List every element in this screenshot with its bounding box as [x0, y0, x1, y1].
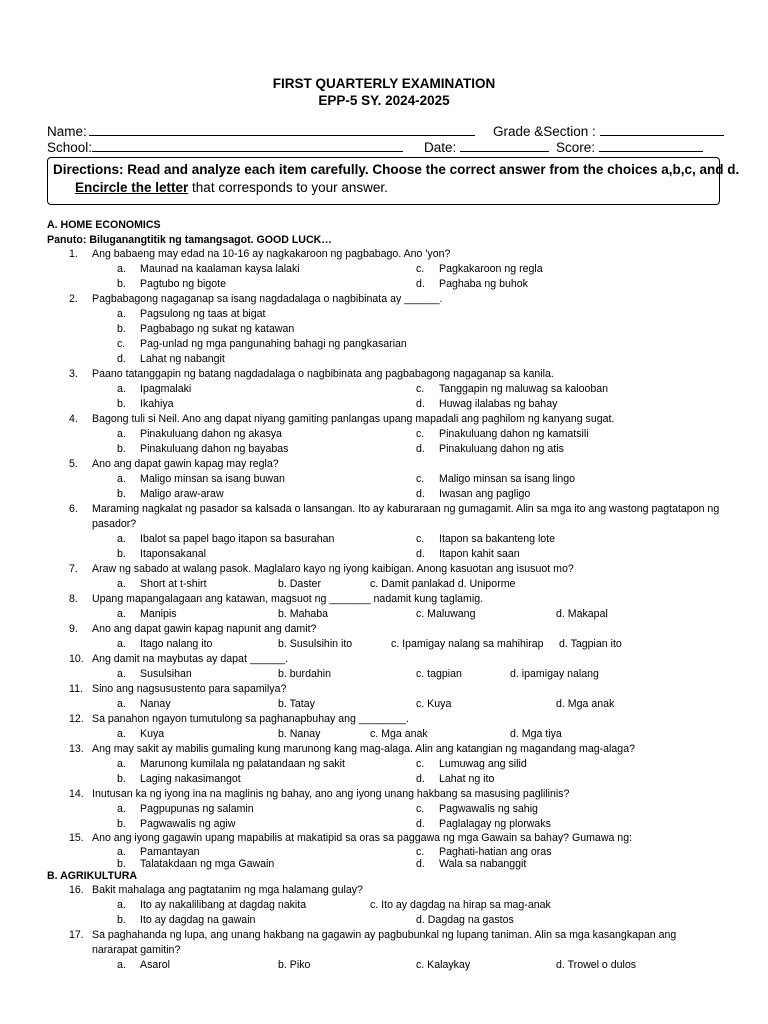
- choice-option[interactable]: Ikahiya: [140, 398, 174, 410]
- choice-option[interactable]: Pagtubo ng bigote: [140, 278, 227, 290]
- choice-option[interactable]: c. Damit panlakad d. Uniporme: [370, 578, 516, 590]
- choice-letter[interactable]: a.: [117, 308, 126, 320]
- choice-letter[interactable]: b.: [117, 818, 126, 830]
- question-text: Bakit mahalaga ang pagtatanim ng mga halamang gulay?: [92, 884, 363, 896]
- date-label: Date:: [424, 140, 457, 155]
- choice-letter[interactable]: a.: [117, 728, 126, 740]
- question-number: 1.: [69, 248, 78, 260]
- choice-letter[interactable]: a.: [117, 608, 126, 620]
- choice-option[interactable]: c. Kalaykay: [416, 959, 471, 971]
- choice-option[interactable]: d. ipamigay nalang: [510, 668, 599, 680]
- choice-letter[interactable]: c.: [416, 428, 425, 440]
- choice-letter[interactable]: a.: [117, 758, 126, 770]
- choice-option[interactable]: Pagwawalis ng sahig: [439, 803, 538, 815]
- choice-option[interactable]: Susulsihan: [140, 668, 192, 680]
- directions-line-1: Directions: Read and analyze each item carefully. Choose the correct answer from the choices a,b,c, and d.: [53, 162, 740, 177]
- question-text: Ano ang iyong gagawin upang mapabilis at makatipid sa oras sa paggawa ng mga Gawain sa bahay? Gumawa ng:: [92, 832, 633, 844]
- choice-option[interactable]: Ito ay nakalilibang at dagdag nakita: [140, 899, 307, 911]
- choice-letter[interactable]: c.: [416, 383, 425, 395]
- choice-letter[interactable]: c.: [416, 263, 425, 275]
- choice-letter[interactable]: d.: [416, 278, 425, 290]
- question-number: 3.: [69, 368, 78, 380]
- question-number: 5.: [69, 458, 78, 470]
- choice-letter[interactable]: d.: [416, 858, 425, 870]
- choice-option[interactable]: Pinakuluang dahon ng atis: [439, 443, 564, 455]
- choice-option[interactable]: Lahat ng nabangit: [140, 353, 225, 365]
- question-number: 12.: [69, 713, 84, 725]
- choice-option[interactable]: Pagbabago ng sukat ng katawan: [140, 323, 295, 335]
- section-title: B. AGRIKULTURA: [47, 870, 138, 882]
- choice-option[interactable]: d. Mga tiya: [510, 728, 562, 740]
- name-field[interactable]: [47, 123, 475, 139]
- choice-letter[interactable]: a.: [117, 263, 126, 275]
- choice-option[interactable]: Marunong kumilala ng palatandaan ng sakit: [140, 758, 345, 770]
- choice-option[interactable]: Paglalagay ng plorwaks: [439, 818, 551, 830]
- choice-letter[interactable]: a.: [117, 698, 126, 710]
- choice-option[interactable]: Pag-unlad ng mga pangunahing bahagi ng pangkasarian: [140, 338, 407, 350]
- question-text: nararapat gamitin?: [92, 944, 181, 956]
- question-number: 10.: [69, 653, 84, 665]
- choice-letter[interactable]: b.: [117, 488, 126, 500]
- choice-letter[interactable]: d.: [416, 488, 425, 500]
- question-text: Ano ang dapat gawin kapag napunit ang damit?: [92, 623, 317, 635]
- choice-option[interactable]: Pinakuluang dahon ng akasya: [140, 428, 282, 440]
- choice-option[interactable]: d. Dagdag na gastos: [416, 914, 514, 926]
- choice-option[interactable]: Tanggapin ng maluwag sa kalooban: [439, 383, 609, 395]
- choice-option[interactable]: Manipis: [140, 608, 177, 620]
- choice-letter[interactable]: d.: [416, 443, 425, 455]
- choice-option[interactable]: c. Ipamigay nalang sa mahihirap: [391, 638, 544, 650]
- choice-option[interactable]: Itaponsakanal: [140, 548, 206, 560]
- choice-option[interactable]: d. Mga anak: [556, 698, 615, 710]
- school-label: School:: [47, 140, 93, 155]
- choice-letter[interactable]: a.: [117, 638, 126, 650]
- choice-option[interactable]: d. Trowel o dulos: [556, 959, 637, 971]
- choice-option[interactable]: c. Mga anak: [370, 728, 428, 740]
- question-text: Bagong tuli si Neil. Ano ang dapat niyang gamiting panlangas upang mapadali ang paghilom ng kanyang sugat.: [92, 413, 615, 425]
- choice-letter[interactable]: c.: [416, 758, 425, 770]
- choice-option[interactable]: Maunad na kaalaman kaysa lalaki: [140, 263, 300, 275]
- question-text: pasador?: [92, 518, 137, 530]
- choice-option[interactable]: Itago nalang ito: [140, 638, 213, 650]
- choice-option[interactable]: Iwasan ang pagligo: [439, 488, 531, 500]
- date-field[interactable]: [424, 139, 549, 155]
- choice-option[interactable]: b. Piko: [278, 959, 311, 971]
- choice-letter[interactable]: d.: [117, 353, 126, 365]
- question-number: 7.: [69, 563, 78, 575]
- choice-option[interactable]: Pagpupunas ng salamin: [140, 803, 254, 815]
- choice-letter[interactable]: b.: [117, 398, 126, 410]
- choice-option[interactable]: Ipagmalaki: [140, 383, 192, 395]
- choice-letter[interactable]: a.: [117, 846, 126, 858]
- question-text: Paano tatanggapin ng batang nagdadalaga o nagbibinata ang pagbabagong nagaganap sa kanila.: [92, 368, 554, 380]
- question-number: 8.: [69, 593, 78, 605]
- question-number: 2.: [69, 293, 78, 305]
- question-number: 13.: [69, 743, 84, 755]
- choice-letter[interactable]: b.: [117, 914, 126, 926]
- exam-title: FIRST QUARTERLY EXAMINATION: [272, 76, 496, 91]
- question-number: 15.: [69, 832, 84, 844]
- choice-option[interactable]: c. Kuya: [416, 698, 452, 710]
- choice-option[interactable]: Asarol: [140, 959, 171, 971]
- question-text: Ang may sakit ay mabilis gumaling kung marunong kang mag-alaga. Alin ang katangian ng magandang mag-alaga?: [92, 743, 635, 755]
- directions-box: [47, 157, 740, 205]
- choice-letter[interactable]: a.: [117, 533, 126, 545]
- name-label: Name:: [47, 124, 87, 139]
- question-text: Sa paghahanda ng lupa, ang unang hakbang na gagawin ay pagbubunkal ng lupang taniman. Alin sa mga kasangkapan ang: [92, 929, 677, 941]
- choice-option[interactable]: b. Daster: [278, 578, 321, 590]
- choice-letter[interactable]: a.: [117, 959, 126, 971]
- school-field[interactable]: [47, 139, 403, 155]
- choice-option[interactable]: Paghaba ng buhok: [439, 278, 528, 290]
- choice-option[interactable]: b. Nanay: [278, 728, 321, 740]
- choice-option[interactable]: c. tagpian: [416, 668, 462, 680]
- choice-option[interactable]: Ito ay dagdag na gawain: [140, 914, 256, 926]
- choice-letter[interactable]: d.: [416, 398, 425, 410]
- choice-letter[interactable]: c.: [416, 473, 425, 485]
- choice-letter[interactable]: d.: [416, 548, 425, 560]
- choice-letter[interactable]: a.: [117, 899, 126, 911]
- choice-option[interactable]: Pinakuluang dahon ng kamatsili: [439, 428, 589, 440]
- question-text: Inutusan ka ng iyong ina na maglinis ng bahay, ano ang iyong unang hakbang sa masusing paglilinis?: [92, 788, 570, 800]
- choice-option[interactable]: Talatakdaan ng mga Gawain: [140, 858, 275, 870]
- choice-option[interactable]: Maligo araw-araw: [140, 488, 224, 500]
- choice-option[interactable]: d. Makapal: [556, 608, 608, 620]
- choice-letter[interactable]: a.: [117, 473, 126, 485]
- choice-letter[interactable]: a.: [117, 428, 126, 440]
- choice-option[interactable]: b. Susulsihin ito: [278, 638, 353, 650]
- question-number: 4.: [69, 413, 78, 425]
- choice-option[interactable]: b. burdahin: [278, 668, 332, 680]
- choice-option[interactable]: b. Mahaba: [278, 608, 329, 620]
- choice-option[interactable]: Pagkakaroon ng regla: [439, 263, 543, 275]
- question-number: 14.: [69, 788, 84, 800]
- choice-letter[interactable]: d.: [416, 818, 425, 830]
- choice-letter[interactable]: c.: [416, 846, 425, 858]
- question-number: 16.: [69, 884, 84, 896]
- choice-option[interactable]: Pamantayan: [140, 846, 200, 858]
- choice-option[interactable]: Huwag ilalabas ng bahay: [439, 398, 558, 410]
- choice-option[interactable]: Short at t-shirt: [140, 578, 207, 590]
- score-field[interactable]: [556, 139, 703, 155]
- choice-letter[interactable]: c.: [416, 803, 425, 815]
- directions-line-2: [75, 180, 388, 195]
- choice-letter[interactable]: a.: [117, 803, 126, 815]
- choice-letter[interactable]: c.: [416, 533, 425, 545]
- choice-option[interactable]: Nanay: [140, 698, 171, 710]
- choice-letter[interactable]: b.: [117, 323, 126, 335]
- choice-letter[interactable]: d.: [416, 773, 425, 785]
- choice-letter[interactable]: b.: [117, 773, 126, 785]
- question-text: Sa panahon ngayon tumutulong sa paghanapbuhay ang ________.: [92, 713, 409, 725]
- question-text: Pagbabagong nagaganap sa isang nagdadalaga o nagbibinata ay ______.: [92, 293, 443, 305]
- question-number: 9.: [69, 623, 78, 635]
- choice-option[interactable]: Wala sa nabanggit: [439, 858, 527, 870]
- choice-option[interactable]: Kuya: [140, 728, 165, 740]
- choice-option[interactable]: Lumuwag ang silid: [439, 758, 527, 770]
- grade-section-field[interactable]: [493, 123, 724, 139]
- question-text: Ang damit na maybutas ay dapat ______.: [92, 653, 289, 665]
- question-text: Upang mapangalagaan ang katawan, magsuot ng _______ nadamit kung taglamig.: [92, 593, 484, 605]
- section-instructions: Panuto: Biluganangtitik ng tamangsagot. GOOD LUCK…: [47, 234, 332, 246]
- choice-letter[interactable]: a.: [117, 668, 126, 680]
- choice-letter[interactable]: a.: [117, 578, 126, 590]
- choice-option[interactable]: Maligo minsan sa isang lingo: [439, 473, 576, 485]
- choice-option[interactable]: c. Ito ay dagdag na hirap sa mag-anak: [370, 899, 551, 911]
- choice-letter[interactable]: b.: [117, 278, 126, 290]
- question-text: Maraming nagkalat ng pasador sa kalsada o lansangan. Ito ay kaburaraan ng gumagamit. Alin sa mga ito ang wastong pagtatapon ng: [92, 503, 720, 515]
- choice-option[interactable]: Itapon kahit saan: [439, 548, 520, 560]
- choice-option[interactable]: Pagwawalis ng agiw: [140, 818, 236, 830]
- choice-option[interactable]: d. Tagpian ito: [559, 638, 622, 650]
- exam-subtitle: EPP-5 SY. 2024-2025: [318, 93, 450, 108]
- directions-rest: that corresponds to your answer.: [188, 180, 388, 195]
- choice-option[interactable]: Ibalot sa papel bago itapon sa basurahan: [140, 533, 335, 545]
- choice-option[interactable]: Itapon sa bakanteng lote: [439, 533, 556, 545]
- score-label: Score:: [556, 140, 596, 155]
- question-text: Sino ang nagsusustento para sapamilya?: [92, 683, 287, 695]
- question-number: 17.: [69, 929, 84, 941]
- choice-option[interactable]: b. Tatay: [278, 698, 315, 710]
- question-text: Ano ang dapat gawin kapag may regla?: [92, 458, 279, 470]
- choice-option[interactable]: Laging nakasimangot: [140, 773, 241, 785]
- directions-underlined: Encircle the letter: [75, 180, 189, 195]
- choice-option[interactable]: Paghati-hatian ang oras: [439, 846, 552, 858]
- choice-option[interactable]: Pagsulong ng taas at bigat: [140, 308, 266, 320]
- choice-letter[interactable]: b.: [117, 548, 126, 560]
- question-text: Araw ng sabado at walang pasok. Maglalaro kayo ng iyong kaibigan. Anong kasuotan ang isusuot mo?: [92, 563, 574, 575]
- grade-section-label: Grade &Section :: [493, 124, 596, 139]
- section-title: A. HOME ECONOMICS: [47, 219, 161, 231]
- choice-option[interactable]: Maligo minsan sa isang buwan: [140, 473, 285, 485]
- choice-letter[interactable]: c.: [117, 338, 126, 350]
- question-text: Ang babaeng may edad na 10-16 ay nagkakaroon ng pagbabago. Ano 'yon?: [92, 248, 451, 260]
- question-number: 11.: [69, 683, 83, 695]
- choice-letter[interactable]: b.: [117, 443, 126, 455]
- choice-option[interactable]: Pinakuluang dahon ng bayabas: [140, 443, 289, 455]
- choice-option[interactable]: Lahat ng ito: [439, 773, 495, 785]
- choice-option[interactable]: c. Maluwang: [416, 608, 476, 620]
- choice-letter[interactable]: b.: [117, 858, 126, 870]
- choice-letter[interactable]: a.: [117, 383, 126, 395]
- question-number: 6.: [69, 503, 78, 515]
